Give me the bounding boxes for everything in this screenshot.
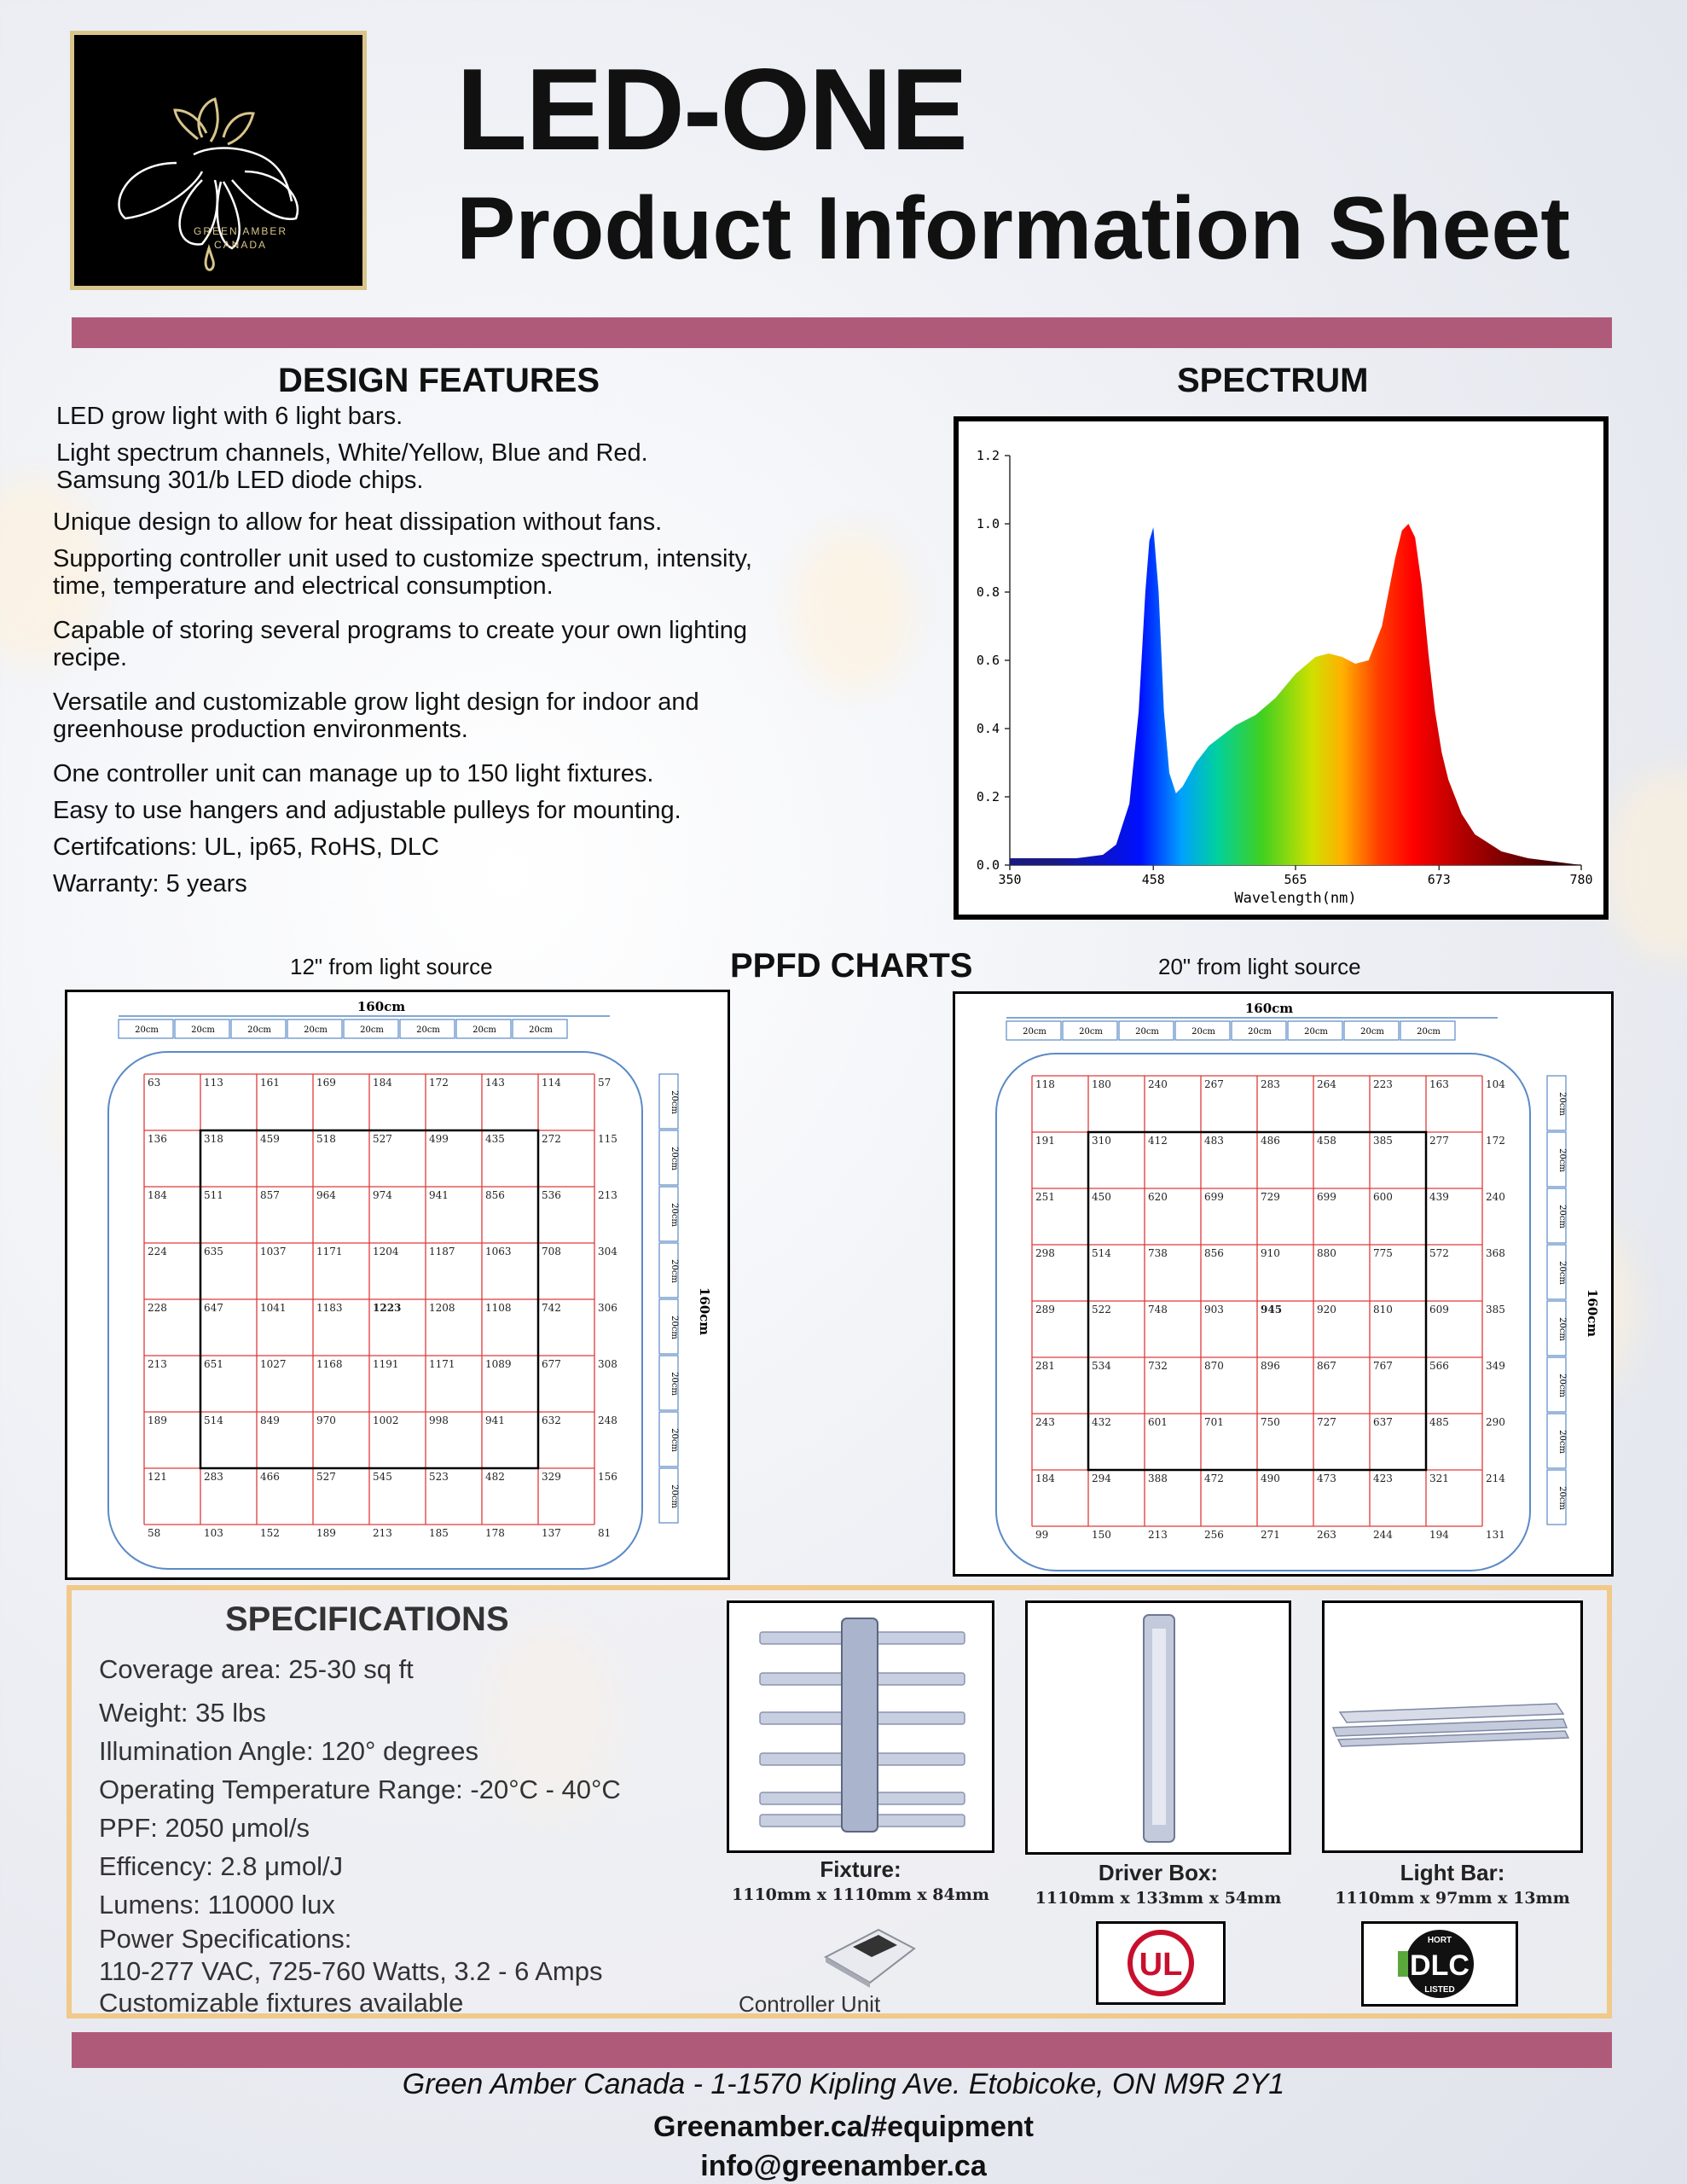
driver-box-icon <box>1028 1603 1289 1852</box>
footer-website: Greenamber.ca/#equipment <box>653 2111 1034 2143</box>
spec-item: Coverage area: 25-30 sq ft <box>99 1654 414 1684</box>
ppfd-value: 534 <box>1092 1360 1111 1372</box>
ppfd-value: 150 <box>1092 1529 1111 1541</box>
ppfd-value: 194 <box>1429 1529 1449 1541</box>
dimension-total-label: 160cm <box>1585 1288 1600 1338</box>
ppfd-value: 1223 <box>373 1302 402 1314</box>
ppfd-value: 647 <box>204 1302 223 1314</box>
ul-cert-badge <box>1096 1921 1226 2005</box>
ppfd-value: 870 <box>1204 1360 1224 1372</box>
dimension-cell-label: 20cm <box>1557 1374 1567 1397</box>
ppfd-value: 213 <box>598 1189 617 1201</box>
dimension-total-label: 160cm <box>697 1287 712 1336</box>
feature-item: Light spectrum channels, White/Yellow, Blue and Red. Samsung 301/b LED diode chips. <box>56 439 648 494</box>
ppfd-value: 514 <box>1092 1247 1111 1259</box>
ppfd-value: 251 <box>1035 1191 1055 1203</box>
ppfd-value: 750 <box>1261 1416 1280 1428</box>
ppfd-value: 699 <box>1204 1191 1224 1203</box>
ppfd-value: 1041 <box>260 1302 287 1314</box>
dimension-cell-label: 20cm <box>1079 1027 1103 1037</box>
ppfd-value: 545 <box>373 1471 392 1483</box>
ppfd-value: 601 <box>1148 1416 1168 1428</box>
ppfd-value: 729 <box>1261 1191 1280 1203</box>
ppfd-value: 114 <box>542 1077 561 1089</box>
accent-bar-bottom <box>72 2032 1612 2068</box>
ppfd-value: 189 <box>316 1527 336 1539</box>
ppfd-value: 748 <box>1148 1304 1168 1316</box>
ppfd-value: 228 <box>148 1302 167 1314</box>
ppfd-value: 289 <box>1035 1304 1055 1316</box>
ppfd-value: 738 <box>1148 1247 1168 1259</box>
x-tick-label: 350 <box>998 872 1022 887</box>
spec-item: Lumens: 110000 lux <box>99 1890 335 1920</box>
ppfd-value: 708 <box>542 1246 561 1258</box>
ppfd-value: 920 <box>1317 1304 1336 1316</box>
spectrum-area <box>1010 524 1581 865</box>
ppfd-value: 910 <box>1261 1247 1280 1259</box>
dimension-cell-label: 20cm <box>1557 1148 1567 1172</box>
feature-item: Versatile and customizable grow light design for indoor and greenhouse production environments. <box>53 688 699 743</box>
dimension-cell-label: 20cm <box>1557 1092 1567 1116</box>
brand-country: CANADA <box>214 239 268 251</box>
ppfd-chart-20in <box>953 991 1614 1577</box>
ppfd-value: 214 <box>1486 1472 1505 1484</box>
dlc-bottom-text: LISTED <box>1424 1985 1455 1995</box>
ppfd-value: 511 <box>204 1189 223 1201</box>
footer-email: info@greenamber.ca <box>700 2150 987 2182</box>
ppfd-value: 450 <box>1092 1191 1111 1203</box>
ppfd-value: 775 <box>1373 1247 1393 1259</box>
dimension-cell-label: 20cm <box>1557 1317 1567 1341</box>
ppfd-value: 243 <box>1035 1416 1055 1428</box>
ppfd-value: 483 <box>1204 1135 1224 1147</box>
y-tick-label: 0.0 <box>976 857 1000 873</box>
spec-item: Power Specifications: <box>99 1924 352 1954</box>
ppfd-value: 439 <box>1429 1191 1449 1203</box>
ppfd-value: 103 <box>204 1527 223 1539</box>
dlc-logo-icon <box>1364 1924 1516 2004</box>
dimension-cell-label: 20cm <box>191 1025 215 1035</box>
ppfd-value: 1171 <box>316 1246 343 1258</box>
feature-item: One controller unit can manage up to 150 light fixtures. <box>53 760 654 787</box>
ppfd-value: 620 <box>1148 1191 1168 1203</box>
ppfd-value: 482 <box>485 1471 505 1483</box>
accent-bar-top <box>72 317 1612 348</box>
ppfd-value: 964 <box>316 1189 336 1201</box>
ppfd-value: 742 <box>542 1302 561 1314</box>
dimension-cell-label: 20cm <box>1023 1027 1046 1037</box>
ppfd-value: 974 <box>373 1189 392 1201</box>
ppfd-value: 178 <box>485 1527 505 1539</box>
dimension-cell-label: 20cm <box>1557 1486 1567 1510</box>
dimension-cell-label: 20cm <box>1191 1027 1215 1037</box>
dimension-cell-label: 20cm <box>670 1259 679 1283</box>
ppfd-value: 184 <box>373 1077 392 1089</box>
ppfd-value: 294 <box>1092 1472 1111 1484</box>
ppfd-value: 121 <box>148 1471 167 1483</box>
ppfd-grid-12in <box>67 992 728 1577</box>
ppfd-heading: PPFD CHARTS <box>730 947 973 985</box>
ppfd-value: 732 <box>1148 1360 1168 1372</box>
ppfd-value: 1168 <box>316 1358 343 1370</box>
ppfd-value: 152 <box>260 1527 280 1539</box>
ppfd-value: 536 <box>542 1189 561 1201</box>
specs-list <box>99 1650 621 2018</box>
fixture-icon <box>729 1603 992 1850</box>
dimension-cell-label: 20cm <box>1304 1027 1328 1037</box>
ppfd-value: 435 <box>485 1133 505 1145</box>
dimension-cell-label: 20cm <box>304 1025 328 1035</box>
ppfd-value: 572 <box>1429 1247 1449 1259</box>
y-tick-label: 0.8 <box>976 584 1000 600</box>
ppfd-value: 99 <box>1035 1529 1049 1541</box>
dlc-top-text: HORT <box>1427 1936 1452 1945</box>
ppfd-value: 263 <box>1317 1529 1336 1541</box>
dimension-cell-label: 20cm <box>670 1203 679 1227</box>
ppfd-value: 896 <box>1261 1360 1280 1372</box>
ppfd-value: 58 <box>148 1527 161 1539</box>
ppfd-value: 163 <box>1429 1078 1449 1090</box>
dimension-cell-label: 20cm <box>135 1025 159 1035</box>
ppfd-value: 180 <box>1092 1078 1111 1090</box>
ppfd-value: 727 <box>1317 1416 1336 1428</box>
ppfd-value: 224 <box>148 1246 167 1258</box>
ppfd-value: 185 <box>429 1527 449 1539</box>
spec-item: Efficency: 2.8 μmol/J <box>99 1851 344 1881</box>
spec-item: Illumination Angle: 120° degrees <box>99 1736 478 1766</box>
ppfd-value: 131 <box>1486 1529 1505 1541</box>
spec-item: 110-277 VAC, 725-760 Watts, 3.2 - 6 Amps <box>99 1956 603 1986</box>
ppfd-chart-12in <box>65 990 730 1580</box>
brand-name: GREEN AMBER <box>194 225 288 237</box>
ppfd-value: 310 <box>1092 1135 1111 1147</box>
driver-box-label: Driver Box: <box>1098 1860 1219 1885</box>
ppfd-value: 161 <box>260 1077 280 1089</box>
ppfd-value: 143 <box>485 1077 505 1089</box>
ppfd-value: 115 <box>598 1133 617 1145</box>
ppfd-value: 385 <box>1486 1304 1505 1316</box>
spec-item: Operating Temperature Range: -20°C - 40°C <box>99 1774 621 1804</box>
dimension-cell-label: 20cm <box>529 1025 553 1035</box>
ppfd-value: 473 <box>1317 1472 1336 1484</box>
ppfd-value: 189 <box>148 1414 167 1426</box>
dlc-logo-text: DLC <box>1410 1949 1470 1982</box>
controller-icon <box>819 1923 921 1991</box>
ppfd-value: 699 <box>1317 1191 1336 1203</box>
ppfd-value: 1002 <box>373 1414 399 1426</box>
ppfd-value: 63 <box>148 1077 161 1089</box>
ppfd-value: 223 <box>1373 1078 1393 1090</box>
ppfd-value: 810 <box>1373 1304 1393 1316</box>
x-tick-label: 458 <box>1141 872 1165 887</box>
ppfd-value: 156 <box>598 1471 617 1483</box>
design-features-list <box>53 403 790 907</box>
ppfd-value: 213 <box>373 1527 392 1539</box>
dimension-cell-label: 20cm <box>1557 1430 1567 1454</box>
ppfd-value: 169 <box>316 1077 336 1089</box>
ppfd-value: 1089 <box>485 1358 512 1370</box>
ppfd-value: 184 <box>148 1189 167 1201</box>
feature-item: Certifcations: UL, ip65, RoHS, DLC <box>53 834 439 861</box>
ppfd-value: 304 <box>598 1246 617 1258</box>
ppfd-caption-20in: 20" from light source <box>1158 954 1361 979</box>
spectrum-x-label: Wavelength(nm) <box>1234 890 1357 907</box>
ppfd-value: 1027 <box>260 1358 287 1370</box>
ppfd-value: 867 <box>1317 1360 1336 1372</box>
ppfd-value: 321 <box>1429 1472 1449 1484</box>
ppfd-value: 1191 <box>373 1358 399 1370</box>
ppfd-value: 857 <box>260 1189 280 1201</box>
controller-unit-image <box>819 1923 921 1991</box>
footer-address: Green Amber Canada - 1-1570 Kipling Ave. Etobicoke, ON M9R 2Y1 <box>402 2068 1285 2100</box>
ppfd-value: 267 <box>1204 1078 1224 1090</box>
ppfd-value: 600 <box>1373 1191 1393 1203</box>
page-title: LED-ONE <box>456 44 966 174</box>
ppfd-value: 970 <box>316 1414 336 1426</box>
ppfd-value: 485 <box>1429 1416 1449 1428</box>
y-tick-label: 1.2 <box>976 448 1000 463</box>
ppfd-value: 459 <box>260 1133 280 1145</box>
ppfd-value: 264 <box>1317 1078 1336 1090</box>
feature-item: Capable of storing several programs to create your own lighting recipe. <box>53 617 748 671</box>
ppfd-value: 1037 <box>260 1246 287 1258</box>
ppfd-value: 368 <box>1486 1247 1505 1259</box>
ppfd-value: 136 <box>148 1133 167 1145</box>
dimension-cell-label: 20cm <box>670 1372 679 1396</box>
ppfd-value: 998 <box>429 1414 449 1426</box>
fixture-label: Fixture: <box>820 1856 901 1882</box>
ul-logo-text: UL <box>1139 1947 1183 1983</box>
ppfd-value: 281 <box>1035 1360 1055 1372</box>
ppfd-value: 472 <box>1204 1472 1224 1484</box>
ppfd-value: 458 <box>1317 1135 1336 1147</box>
spectrum-plot <box>959 421 1603 915</box>
ppfd-value: 527 <box>316 1471 336 1483</box>
ppfd-value: 137 <box>542 1527 561 1539</box>
dimension-cell-label: 20cm <box>360 1025 384 1035</box>
fixture-image <box>727 1600 994 1853</box>
dlc-cert-badge <box>1361 1921 1518 2007</box>
brand-logo <box>70 31 367 290</box>
ppfd-value: 240 <box>1148 1078 1168 1090</box>
ppfd-value: 271 <box>1261 1529 1280 1541</box>
light-bar-icon <box>1325 1603 1580 1850</box>
ppfd-value: 514 <box>204 1414 223 1426</box>
ppfd-value: 113 <box>204 1077 223 1089</box>
ppfd-value: 81 <box>598 1527 612 1539</box>
dimension-cell-label: 20cm <box>1557 1261 1567 1285</box>
ppfd-value: 1204 <box>373 1246 399 1258</box>
light-bar-dimensions: 1110mm x 97mm x 13mm <box>1335 1889 1570 1908</box>
ppfd-value: 191 <box>1035 1135 1055 1147</box>
bokeh-light <box>1603 768 1687 964</box>
feature-item: Unique design to allow for heat dissipation without fans. <box>53 508 663 536</box>
ppfd-value: 880 <box>1317 1247 1336 1259</box>
feature-item: LED grow light with 6 light bars. <box>56 403 403 430</box>
ppfd-value: 1108 <box>485 1302 512 1314</box>
spectrum-chart <box>954 416 1609 920</box>
ppfd-value: 298 <box>1035 1247 1055 1259</box>
ppfd-value: 104 <box>1486 1078 1505 1090</box>
spec-item: Customizable fixtures available <box>99 1988 464 2018</box>
ppfd-value: 637 <box>1373 1416 1393 1428</box>
ppfd-value: 118 <box>1035 1078 1055 1090</box>
ppfd-value: 609 <box>1429 1304 1449 1316</box>
ppfd-caption-12in: 12" from light source <box>290 954 493 979</box>
y-tick-label: 0.4 <box>976 721 1000 736</box>
ppfd-value: 172 <box>429 1077 449 1089</box>
controller-label: Controller Unit <box>739 1991 881 2017</box>
dimension-cell-label: 20cm <box>670 1147 679 1170</box>
y-tick-label: 0.2 <box>976 789 1000 804</box>
ppfd-value: 566 <box>1429 1360 1449 1372</box>
feature-item: Easy to use hangers and adjustable pulleys for mounting. <box>53 797 681 824</box>
ppfd-value: 945 <box>1261 1304 1283 1316</box>
ppfd-value: 388 <box>1148 1472 1168 1484</box>
dimension-total-label: 160cm <box>1244 1001 1294 1016</box>
ppfd-value: 172 <box>1486 1135 1505 1147</box>
ppfd-value: 490 <box>1261 1472 1280 1484</box>
ppfd-value: 527 <box>373 1133 392 1145</box>
ppfd-value: 248 <box>598 1414 617 1426</box>
ppfd-value: 244 <box>1373 1529 1393 1541</box>
ppfd-value: 1187 <box>429 1246 455 1258</box>
spec-item: PPF: 2050 μmol/s <box>99 1813 310 1843</box>
fixture-dimensions: 1110mm x 1110mm x 84mm <box>732 1885 989 1904</box>
feature-item: Warranty: 5 years <box>53 870 247 897</box>
ppfd-value: 283 <box>1261 1078 1280 1090</box>
dimension-cell-label: 20cm <box>416 1025 440 1035</box>
ppfd-value: 423 <box>1373 1472 1393 1484</box>
design-heading: DESIGN FEATURES <box>278 362 600 399</box>
ppfd-value: 290 <box>1486 1416 1505 1428</box>
feature-item: Supporting controller unit used to customize spectrum, intensity, time, temperature and electrical consumption. <box>53 545 752 600</box>
ppfd-grid-20in <box>955 994 1611 1574</box>
ppfd-value: 518 <box>316 1133 336 1145</box>
ppfd-value: 941 <box>429 1189 449 1201</box>
spectrum-heading: SPECTRUM <box>1177 362 1369 399</box>
ppfd-value: 306 <box>598 1302 617 1314</box>
bokeh-light <box>793 529 913 691</box>
driver-box-dimensions: 1110mm x 133mm x 54mm <box>1035 1889 1282 1908</box>
ppfd-value: 283 <box>204 1471 223 1483</box>
ppfd-value: 767 <box>1373 1360 1393 1372</box>
ppfd-value: 677 <box>542 1358 561 1370</box>
ppfd-value: 849 <box>260 1414 280 1426</box>
ppfd-value: 412 <box>1148 1135 1168 1147</box>
ppfd-value: 856 <box>485 1189 505 1201</box>
ppfd-value: 240 <box>1486 1191 1505 1203</box>
dimension-cell-label: 20cm <box>247 1025 271 1035</box>
ppfd-value: 1208 <box>429 1302 455 1314</box>
light-bar-image <box>1322 1600 1583 1853</box>
dimension-cell-label: 20cm <box>1135 1027 1159 1037</box>
ppfd-value: 523 <box>429 1471 449 1483</box>
ppfd-value: 385 <box>1373 1135 1393 1147</box>
ppfd-value: 272 <box>542 1133 561 1145</box>
ppfd-value: 1171 <box>429 1358 455 1370</box>
ppfd-value: 1183 <box>316 1302 343 1314</box>
driver-box-image <box>1025 1600 1291 1855</box>
dimension-cell-label: 20cm <box>1557 1205 1567 1228</box>
ppfd-value: 701 <box>1204 1416 1224 1428</box>
ppfd-value: 856 <box>1204 1247 1224 1259</box>
ppfd-value: 349 <box>1486 1360 1505 1372</box>
ppfd-value: 651 <box>204 1358 223 1370</box>
ppfd-value: 432 <box>1092 1416 1111 1428</box>
ppfd-value: 277 <box>1429 1135 1449 1147</box>
ppfd-value: 941 <box>485 1414 505 1426</box>
dimension-cell-label: 20cm <box>670 1428 679 1452</box>
ppfd-value: 635 <box>204 1246 223 1258</box>
y-tick-label: 1.0 <box>976 516 1000 531</box>
ppfd-value: 184 <box>1035 1472 1055 1484</box>
ppfd-value: 522 <box>1092 1304 1111 1316</box>
spec-item: Weight: 35 lbs <box>99 1698 266 1728</box>
ppfd-value: 1063 <box>485 1246 512 1258</box>
ppfd-value: 256 <box>1204 1529 1224 1541</box>
x-tick-label: 565 <box>1284 872 1307 887</box>
ppfd-value: 499 <box>429 1133 449 1145</box>
ppfd-value: 57 <box>598 1077 612 1089</box>
y-tick-label: 0.6 <box>976 653 1000 668</box>
specs-heading: SPECIFICATIONS <box>225 1600 509 1638</box>
dimension-cell-label: 20cm <box>1360 1027 1384 1037</box>
page-subtitle: Product Information Sheet <box>456 179 1570 278</box>
ul-logo-icon <box>1099 1924 1223 2002</box>
ppfd-value: 213 <box>148 1358 167 1370</box>
light-bar-label: Light Bar: <box>1400 1860 1505 1885</box>
dimension-cell-label: 20cm <box>472 1025 496 1035</box>
ppfd-value: 318 <box>204 1133 223 1145</box>
ppfd-value: 486 <box>1261 1135 1280 1147</box>
x-tick-label: 673 <box>1427 872 1451 887</box>
dimension-cell-label: 20cm <box>1248 1027 1272 1037</box>
ppfd-value: 308 <box>598 1358 617 1370</box>
dimension-cell-label: 20cm <box>670 1484 679 1508</box>
dimension-cell-label: 20cm <box>670 1316 679 1339</box>
ppfd-value: 903 <box>1204 1304 1224 1316</box>
x-tick-label: 780 <box>1569 872 1593 887</box>
dimension-cell-label: 20cm <box>1417 1027 1441 1037</box>
ppfd-value: 213 <box>1148 1529 1168 1541</box>
dimension-cell-label: 20cm <box>670 1090 679 1114</box>
ppfd-value: 466 <box>260 1471 280 1483</box>
dimension-total-label: 160cm <box>357 999 406 1014</box>
ppfd-value: 329 <box>542 1471 561 1483</box>
ppfd-value: 632 <box>542 1414 561 1426</box>
